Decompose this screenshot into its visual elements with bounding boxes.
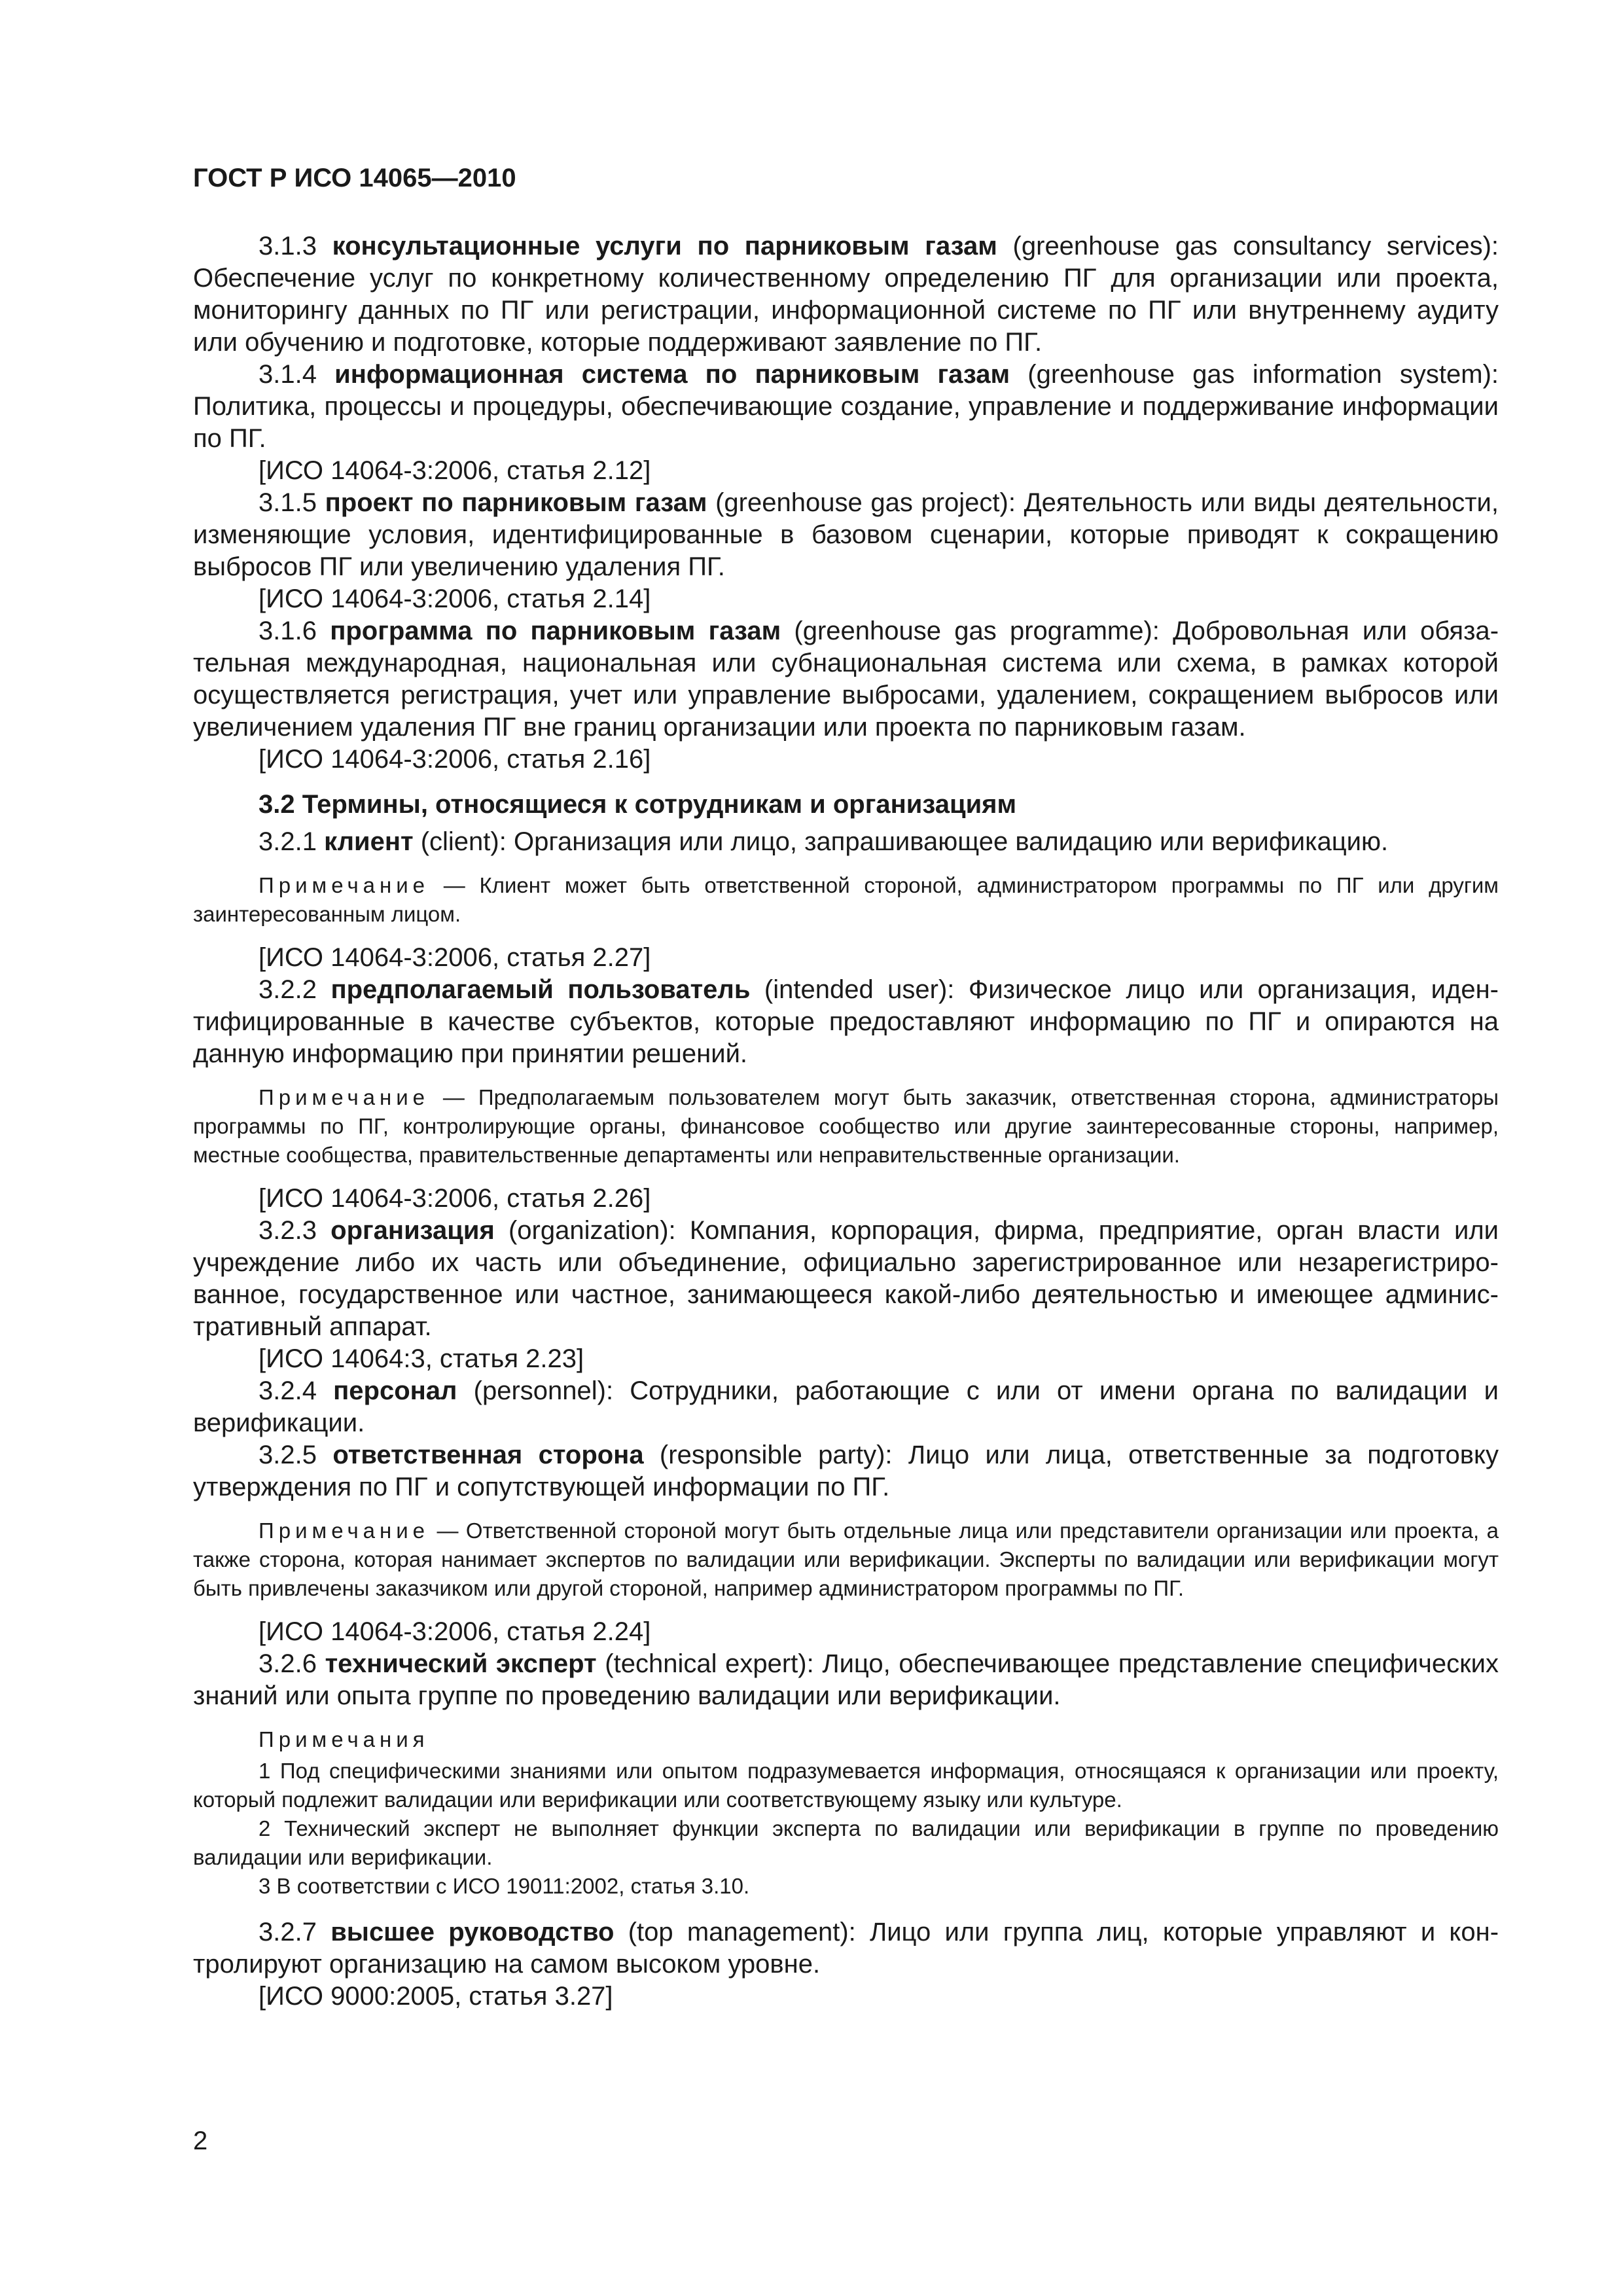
- definition-3-2-4: [193, 1375, 1499, 1439]
- source-reference: [ИСО 14064-3:2006, статья 2.24]: [259, 1617, 651, 1646]
- note-label: Примечание: [259, 873, 430, 897]
- note-text: — Ответственной стороной могут быть отдельные лица или представители организации или проекта, а также сторона, которая нанимает экспертов по валидации или верификации. Эксперты по валидации или верификации могут быть привлечены заказчиком или другой стороной, например администратором программы по ПГ.: [193, 1518, 1499, 1600]
- note-item: 2 Технический эксперт не выполняет функции эксперта по валидации или верификации в группе по проведению валидации или верификации.: [193, 1816, 1499, 1869]
- definition-3-1-3: [193, 230, 1499, 359]
- note-label: Примечание: [259, 1085, 430, 1109]
- definition-number: 3.2.3: [259, 1216, 331, 1245]
- note-item: 1 Под специфическими знаниями или опытом подразумевается информация, относящаяся к организации или проекту, который подлежит валидации или верификации или соответствующему языку или культуре.: [193, 1759, 1499, 1812]
- definition-text: (organization): Компания, корпорация, фирма, предприятие, орган власти или учреждение либо их часть или объединение, официально зарегистрированное или незарегистрированное, государственное или частное, занимающееся какой-либо деятельностью и имеющее административный аппарат.: [193, 1216, 1499, 1341]
- note-text: — Клиент может быть ответственной стороной, администратором программы по ПГ или другим заинтересованным лицом.: [193, 873, 1499, 926]
- definition-number: 3.2.6: [259, 1649, 325, 1678]
- definition-number: 3.1.4: [259, 360, 335, 389]
- definition-number: 3.2.7: [259, 1918, 331, 1946]
- definition-3-2-1: [193, 826, 1499, 858]
- definition-term: клиент: [324, 827, 414, 856]
- definition-number: 3.1.6: [259, 617, 330, 645]
- source-reference: [ИСО 14064:3, статья 2.23]: [259, 1344, 584, 1373]
- source-reference: [ИСО 14064-3:2006, статья 2.26]: [259, 1184, 651, 1213]
- definition-term: предполагаемый пользователь: [330, 975, 751, 1004]
- definition-text: (personnel): Сотрудники, работающие с или от имени органа по валидации и верификации.: [193, 1376, 1499, 1437]
- definition-number: 3.1.3: [259, 232, 332, 260]
- note-label: Примечание: [259, 1518, 430, 1543]
- definition-term: программа по парниковым газам: [330, 617, 781, 645]
- definition-number: 3.2.1: [259, 827, 325, 856]
- definition-term: организация: [330, 1216, 495, 1245]
- definition-term: ответственная сторона: [332, 1441, 644, 1469]
- page-number: 2: [193, 2126, 208, 2155]
- source-reference: [ИСО 14064-3:2006, статья 2.14]: [259, 584, 651, 613]
- definition-3-2-3: [193, 1215, 1499, 1343]
- definition-3-2-6: [193, 1648, 1499, 1712]
- definition-number: 3.1.5: [259, 488, 325, 517]
- note: [193, 871, 1499, 929]
- definition-3-2-2: [193, 974, 1499, 1070]
- definition-number: 3.2.5: [259, 1441, 333, 1469]
- definition-text: (technical expert): Лицо, обеспечивающее представление специфических знаний или опыта группе по проведению валидации или верификации.: [193, 1649, 1499, 1710]
- source-reference: [ИСО 9000:2005, статья 3.27]: [259, 1982, 613, 2011]
- definition-term: технический эксперт: [325, 1649, 597, 1678]
- definition-text: (greenhouse gas programme): Добровольная или обязательная международная, национальная или субнациональная система или схема, в рамках которой осуществляется регистрация, учет или управление выбросами, удалением, сокращением выбросов или увеличением удаления ПГ вне границ организации или проекта по парниковым газам.: [193, 617, 1499, 742]
- source-reference: [ИСО 14064-3:2006, статья 2.12]: [259, 456, 651, 485]
- source-reference: [ИСО 14064-3:2006, статья 2.27]: [259, 943, 651, 972]
- definition-text: (greenhouse gas consultancy services): Обеспечение услуг по конкретному количественному определению ПГ для организации или проекта, мониторингу данных по ПГ или регистрации, информационной системе по ПГ или внутреннему аудиту или обучению и подготовке, которые поддерживают заявление по ПГ.: [193, 232, 1499, 357]
- definition-term: высшее руководство: [330, 1918, 615, 1946]
- definition-term: консультационные услуги по парниковым газам: [332, 232, 997, 260]
- definition-3-1-6: [193, 615, 1499, 744]
- definition-term: персонал: [333, 1376, 457, 1405]
- definition-text: (greenhouse gas project): Деятельность или виды деятельности, изменяющие условия, идентифицированные в базовом сценарии, которые приводят к сокращению выбросов ПГ или увеличению удаления ПГ.: [193, 488, 1499, 581]
- definition-number: 3.2.2: [259, 975, 331, 1004]
- standard-header: ГОСТ Р ИСО 14065—2010: [193, 164, 516, 192]
- note-text: — Предполагаемым пользователем могут быть заказчик, ответственная сторона, администраторы программы по ПГ, контролирующие органы, финансовое сообщество или другие заинтересованные стороны, например, местные сообщества, правительственные департаменты или неправительственные организации.: [193, 1085, 1499, 1167]
- definition-3-2-7: [193, 1916, 1499, 1981]
- definition-3-1-4: [193, 359, 1499, 455]
- definition-text: (responsible party): Лицо или лица, ответственные за подготовку утверждения по ПГ и сопутствующей информации по ПГ.: [193, 1441, 1499, 1501]
- definition-text: (greenhouse gas information system): Политика, процессы и процедуры, обеспечивающие создание, управление и поддерживание информации по ПГ.: [193, 360, 1499, 453]
- section-title-3-2: 3.2 Термины, относящиеся к сотрудникам и организациям: [259, 790, 1017, 819]
- definition-text: (top management): Лицо или группа лиц, которые управляют и контролируют организацию на самом высоком уровне.: [193, 1918, 1499, 1979]
- definition-text: (client): Организация или лицо, запрашивающее валидацию или верификацию.: [413, 827, 1389, 856]
- definition-3-1-5: [193, 487, 1499, 583]
- definition-text: (intended user): Физическое лицо или организация, идентифицированные в качестве субъектов, которые предоставляют информацию по ПГ и опираются на данную информацию при принятии решений.: [193, 975, 1499, 1068]
- note: [193, 1516, 1499, 1603]
- source-reference: [ИСО 14064-3:2006, статья 2.16]: [259, 745, 651, 774]
- note: [193, 1083, 1499, 1170]
- definition-term: проект по парниковым газам: [325, 488, 707, 517]
- notes-heading: Примечания: [259, 1727, 429, 1751]
- note-item: 3 В соответствии с ИСО 19011:2002, статья 3.10.: [259, 1874, 750, 1898]
- definition-number: 3.2.4: [259, 1376, 334, 1405]
- document-body: [193, 230, 1499, 2013]
- definition-3-2-5: [193, 1439, 1499, 1503]
- notes-block: [193, 1725, 1499, 1901]
- definition-term: информационная система по парниковым газам: [334, 360, 1010, 389]
